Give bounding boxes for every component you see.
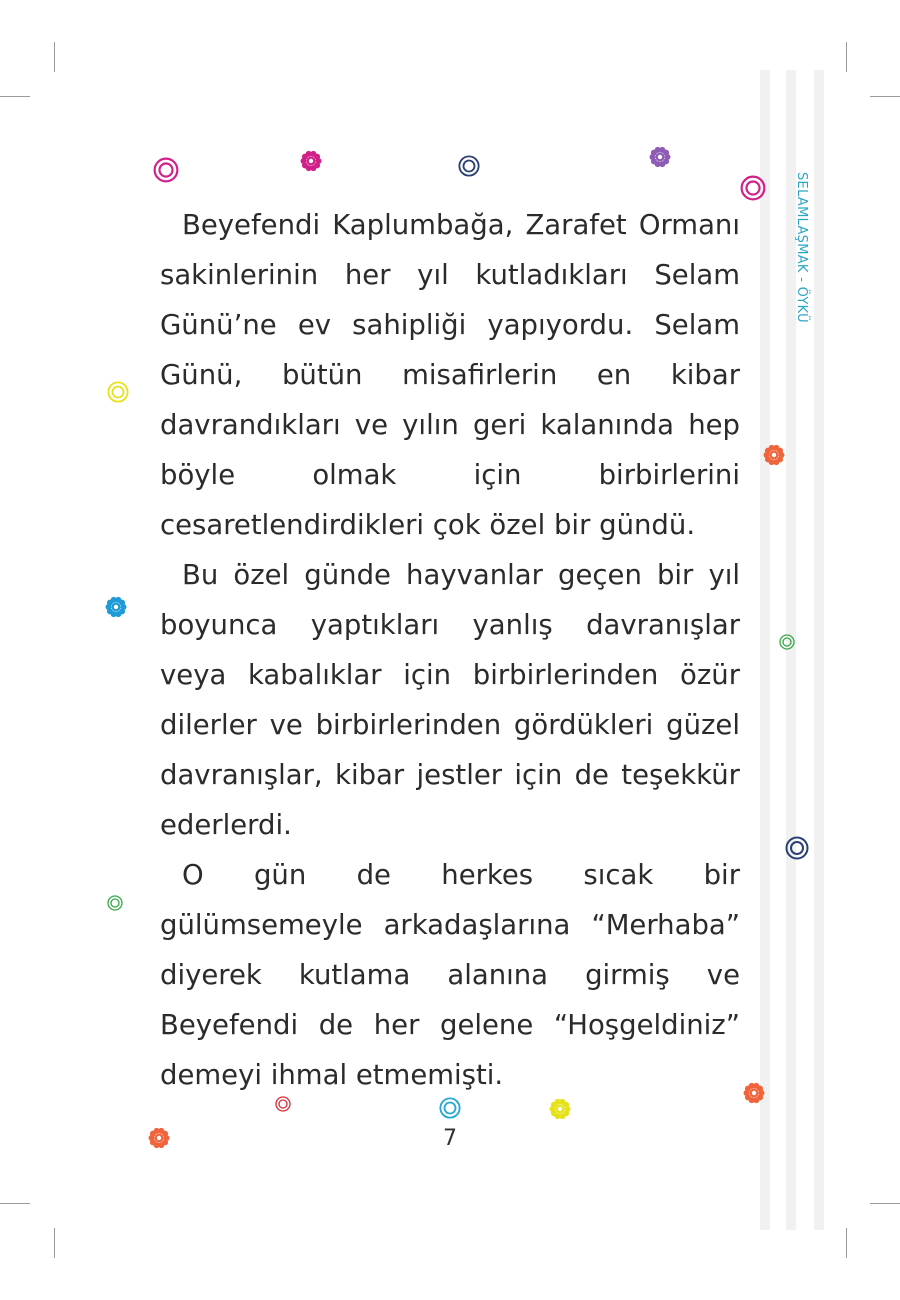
flower-decoration: [742, 1081, 766, 1105]
crop-mark: [870, 96, 900, 97]
paragraph: Beyefendi Kaplumbağa, Zarafet Ormanı sakinlerinin her yıl kutladıkları Selam Günü’ne ev sahipliği yapıyordu. Selam Günü, bütün misafirlerin en kibar davrandıkları ve yılın geri kalanında hep böyle olmak için birbirlerini cesaretlendirdikleri çok özel bir gündü.: [160, 209, 740, 541]
crop-mark: [846, 1228, 847, 1258]
crop-mark: [0, 1203, 30, 1204]
paragraph: O gün de herkes sıcak bir gülümsemeyle arkadaşlarına “Merhaba” diyerek kutlama alanına girmiş ve Beyefendi de her gelene “Hoşgeldiniz” demeyi ihmal etmemişti.: [160, 859, 740, 1091]
crop-mark: [870, 1203, 900, 1204]
crop-mark: [0, 96, 30, 97]
ring-decoration: [107, 895, 123, 911]
crop-mark: [846, 42, 847, 72]
flower-decoration: [762, 443, 786, 467]
side-stripe: [814, 70, 824, 1230]
side-stripe: [760, 70, 770, 1230]
ring-decoration: [740, 175, 766, 201]
ring-decoration: [153, 157, 179, 183]
paragraph: Bu özel günde hayvanlar geçen bir yıl boyunca yaptıkları yanlış davranışlar veya kabalıklar için birbirlerinden özür dilerler ve birbirlerinden gördükleri güzel davranışlar, kibar jestler için de teşekkür ederlerdi.: [160, 559, 740, 841]
ring-decoration: [779, 634, 795, 650]
flower-decoration: [648, 145, 672, 169]
page-number: 7: [443, 1126, 457, 1151]
ring-decoration: [439, 1097, 461, 1119]
flower-decoration: [548, 1097, 572, 1121]
flower-decoration: [147, 1126, 171, 1150]
ring-decoration: [458, 155, 480, 177]
ring-decoration: [107, 381, 129, 403]
ring-decoration: [785, 836, 809, 860]
flower-decoration: [104, 595, 128, 619]
flower-decoration: [299, 149, 323, 173]
crop-mark: [54, 42, 55, 72]
crop-mark: [54, 1228, 55, 1258]
story-text: [160, 200, 740, 1100]
ring-decoration: [275, 1096, 291, 1112]
section-label: SELAMLAŞMAK - ÖYKÜ: [794, 172, 809, 323]
